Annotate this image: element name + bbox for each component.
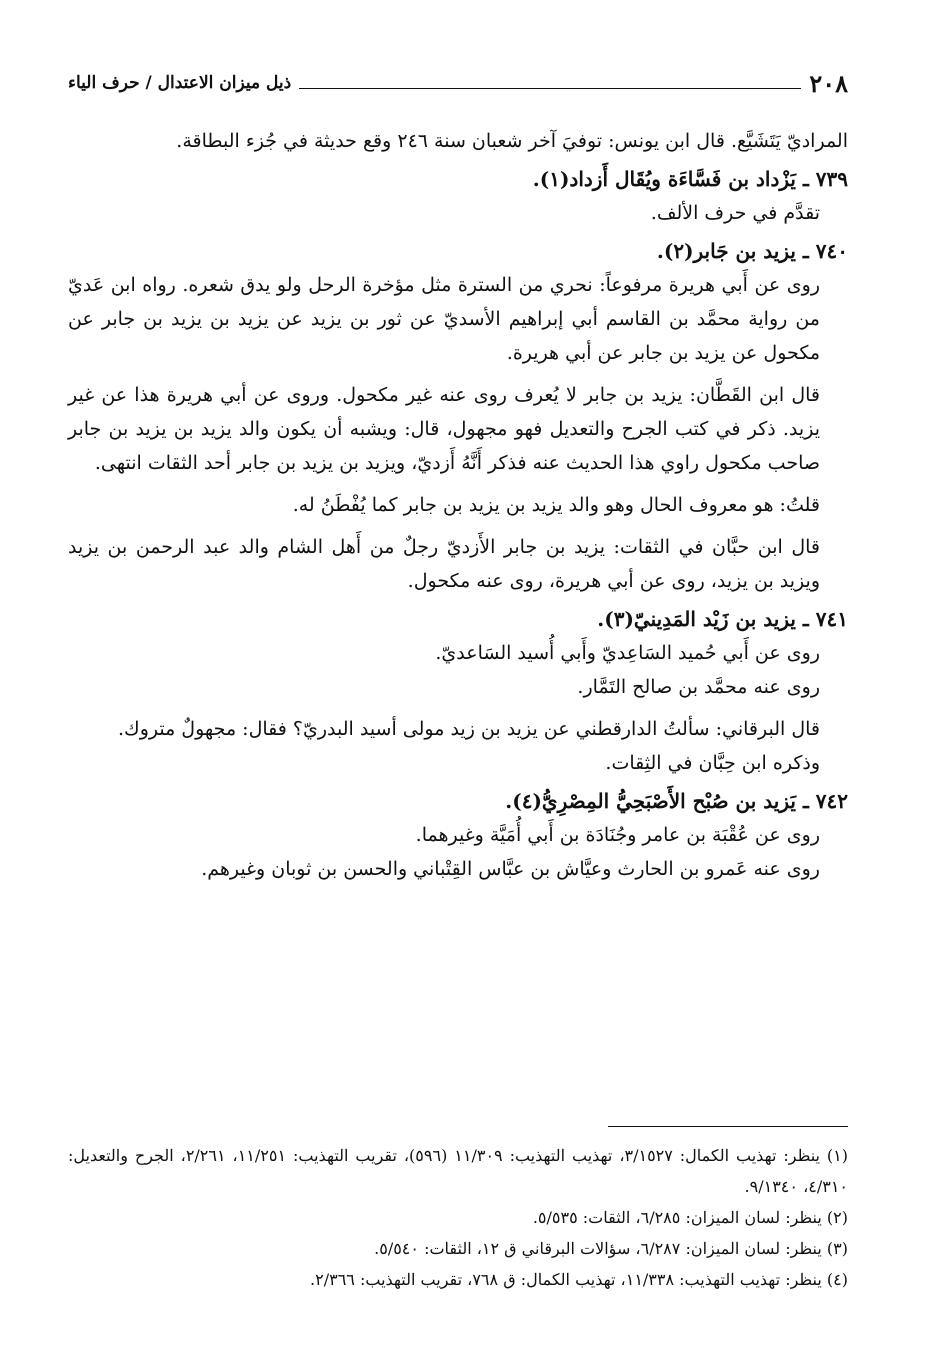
entry-paragraph: قال ابن القَطَّان: يزيد بن جابر لا يُعرف روى عنه غير مكحول. وروى عن أبي هريرة هذا عن غير يزيد. ذكر في كتب الجرح والتعديل فهو مجهول، قال: ويشبه أن يكون والد يزيد بن يزيد بن جابر صاحب مكحول راوي هذا الحديث عنه فذكر أَنَّهُ أَزديّ، ويزيد بن يزيد بن جابر أحد الثقات انتهى.: [68, 384, 820, 474]
entry-title-739: ٧٣٩ ـ يَزْداد بن فَسَّاءَة ويُقَال أَزداد(١).: [532, 167, 848, 191]
entry-paragraph: وذكره ابن حِبَّان في الثِقات.: [605, 752, 820, 774]
continuation-paragraph: المراديّ يَتَشَيَّع. قال ابن يونس: توفيَ آخر شعبان سنة ٢٤٦ وقع حديثة في جُزء البطاقة.: [176, 130, 848, 152]
entry-paragraph: قال ابن حبَّان في الثقات: يزيد بن جابر الأَزديّ رجلٌ من أَهل الشام والد عبد الرحمن بن يزيد ويزيد بن يزيد، روى عن أبي هريرة، روى عنه مكحول.: [68, 536, 820, 592]
header-rule: [299, 88, 801, 89]
footnote-separator: [608, 1126, 848, 1127]
entry-title-742: ٧٤٢ ـ يَزيد بن صُبْح الأَصْبَحِيُّ المِصْرِيُّ(٤).: [505, 789, 848, 813]
entry-paragraph: تقدَّم في حرف الألف.: [650, 202, 820, 224]
footnote-2: (٢) ينظر: لسان الميزان: ٦/٢٨٥، الثقات: ٥/٥٣٥.: [532, 1208, 848, 1227]
footnote-3: (٣) ينظر: لسان الميزان: ٦/٢٨٧، سؤالات البرقاني ق ١٢، الثقات: ٥/٥٤٠.: [374, 1239, 848, 1258]
entry-paragraph: روى عن أَبي هريرة مرفوعاً: نحري من السترة مثل مؤخرة الرحل ولو يدق شعره. رواه ابن عَديّ من رواية محمَّد بن القاسم أبي إبراهيم الأسديّ عن ثور بن يزيد عن يزيد بن يزيد بن جابر عن مكحول عن يزيد بن جابر عن أبي هريرة.: [68, 274, 820, 364]
main-text: [68, 124, 848, 886]
footnotes: [68, 1140, 848, 1295]
running-title: ذيل ميزان الاعتدال / حرف الياء: [68, 73, 292, 93]
entry-paragraph: قلتُ: هو معروف الحال وهو والد يزيد بن يزيد بن جابر كما يُفْطَنُ له.: [292, 494, 820, 516]
page-number: ٢٠٨: [809, 68, 848, 98]
entry-paragraph: روى عن عُقْبَة بن عامر وجُنَادَة بن أَبي أُمَيَّة وغيرهما.: [415, 824, 820, 846]
entry-paragraph: روى عن أَبي حُميد السَاعِديّ وأَبي أُسيد السَاعديّ.: [435, 642, 820, 664]
entry-paragraph: روى عنه محمَّد بن صالح التَمَّار.: [577, 676, 820, 698]
entry-paragraph: قال البرقاني: سألتُ الدارقطني عن يزيد بن زيد مولى أسيد البدريّ؟ فقال: مجهولٌ متروك.: [118, 718, 820, 740]
footnote-4: (٤) ينظر: تهذيب التهذيب: ١١/٣٣٨، تهذيب الكمال: ق ٧٦٨، تقريب التهذيب: ٢/٣٦٦.: [310, 1270, 848, 1289]
entry-paragraph: روى عنه عَمرو بن الحارث وعيَّاش بن عبَّاس القِتْباني والحسن بن ثوبان وغيرهم.: [201, 858, 820, 880]
page-header: [68, 66, 848, 100]
entry-title-741: ٧٤١ ـ يزيد بن زَيْد المَدِينيّ(٣).: [597, 607, 848, 631]
footnote-1: (١) ينظر: تهذيب الكمال: ٣/١٥٢٧، تهذيب التهذيب: ١١/٣٠٩ (٥٩٦)، تقريب التهذيب: ١١/٢٥١، ٢/٢٦١، الجرح والتعديل: ٤/٣١٠، ٩/١٣٤٠.: [68, 1146, 849, 1196]
entry-title-740: ٧٤٠ ـ يزيد بن جَابر(٢).: [656, 239, 848, 263]
